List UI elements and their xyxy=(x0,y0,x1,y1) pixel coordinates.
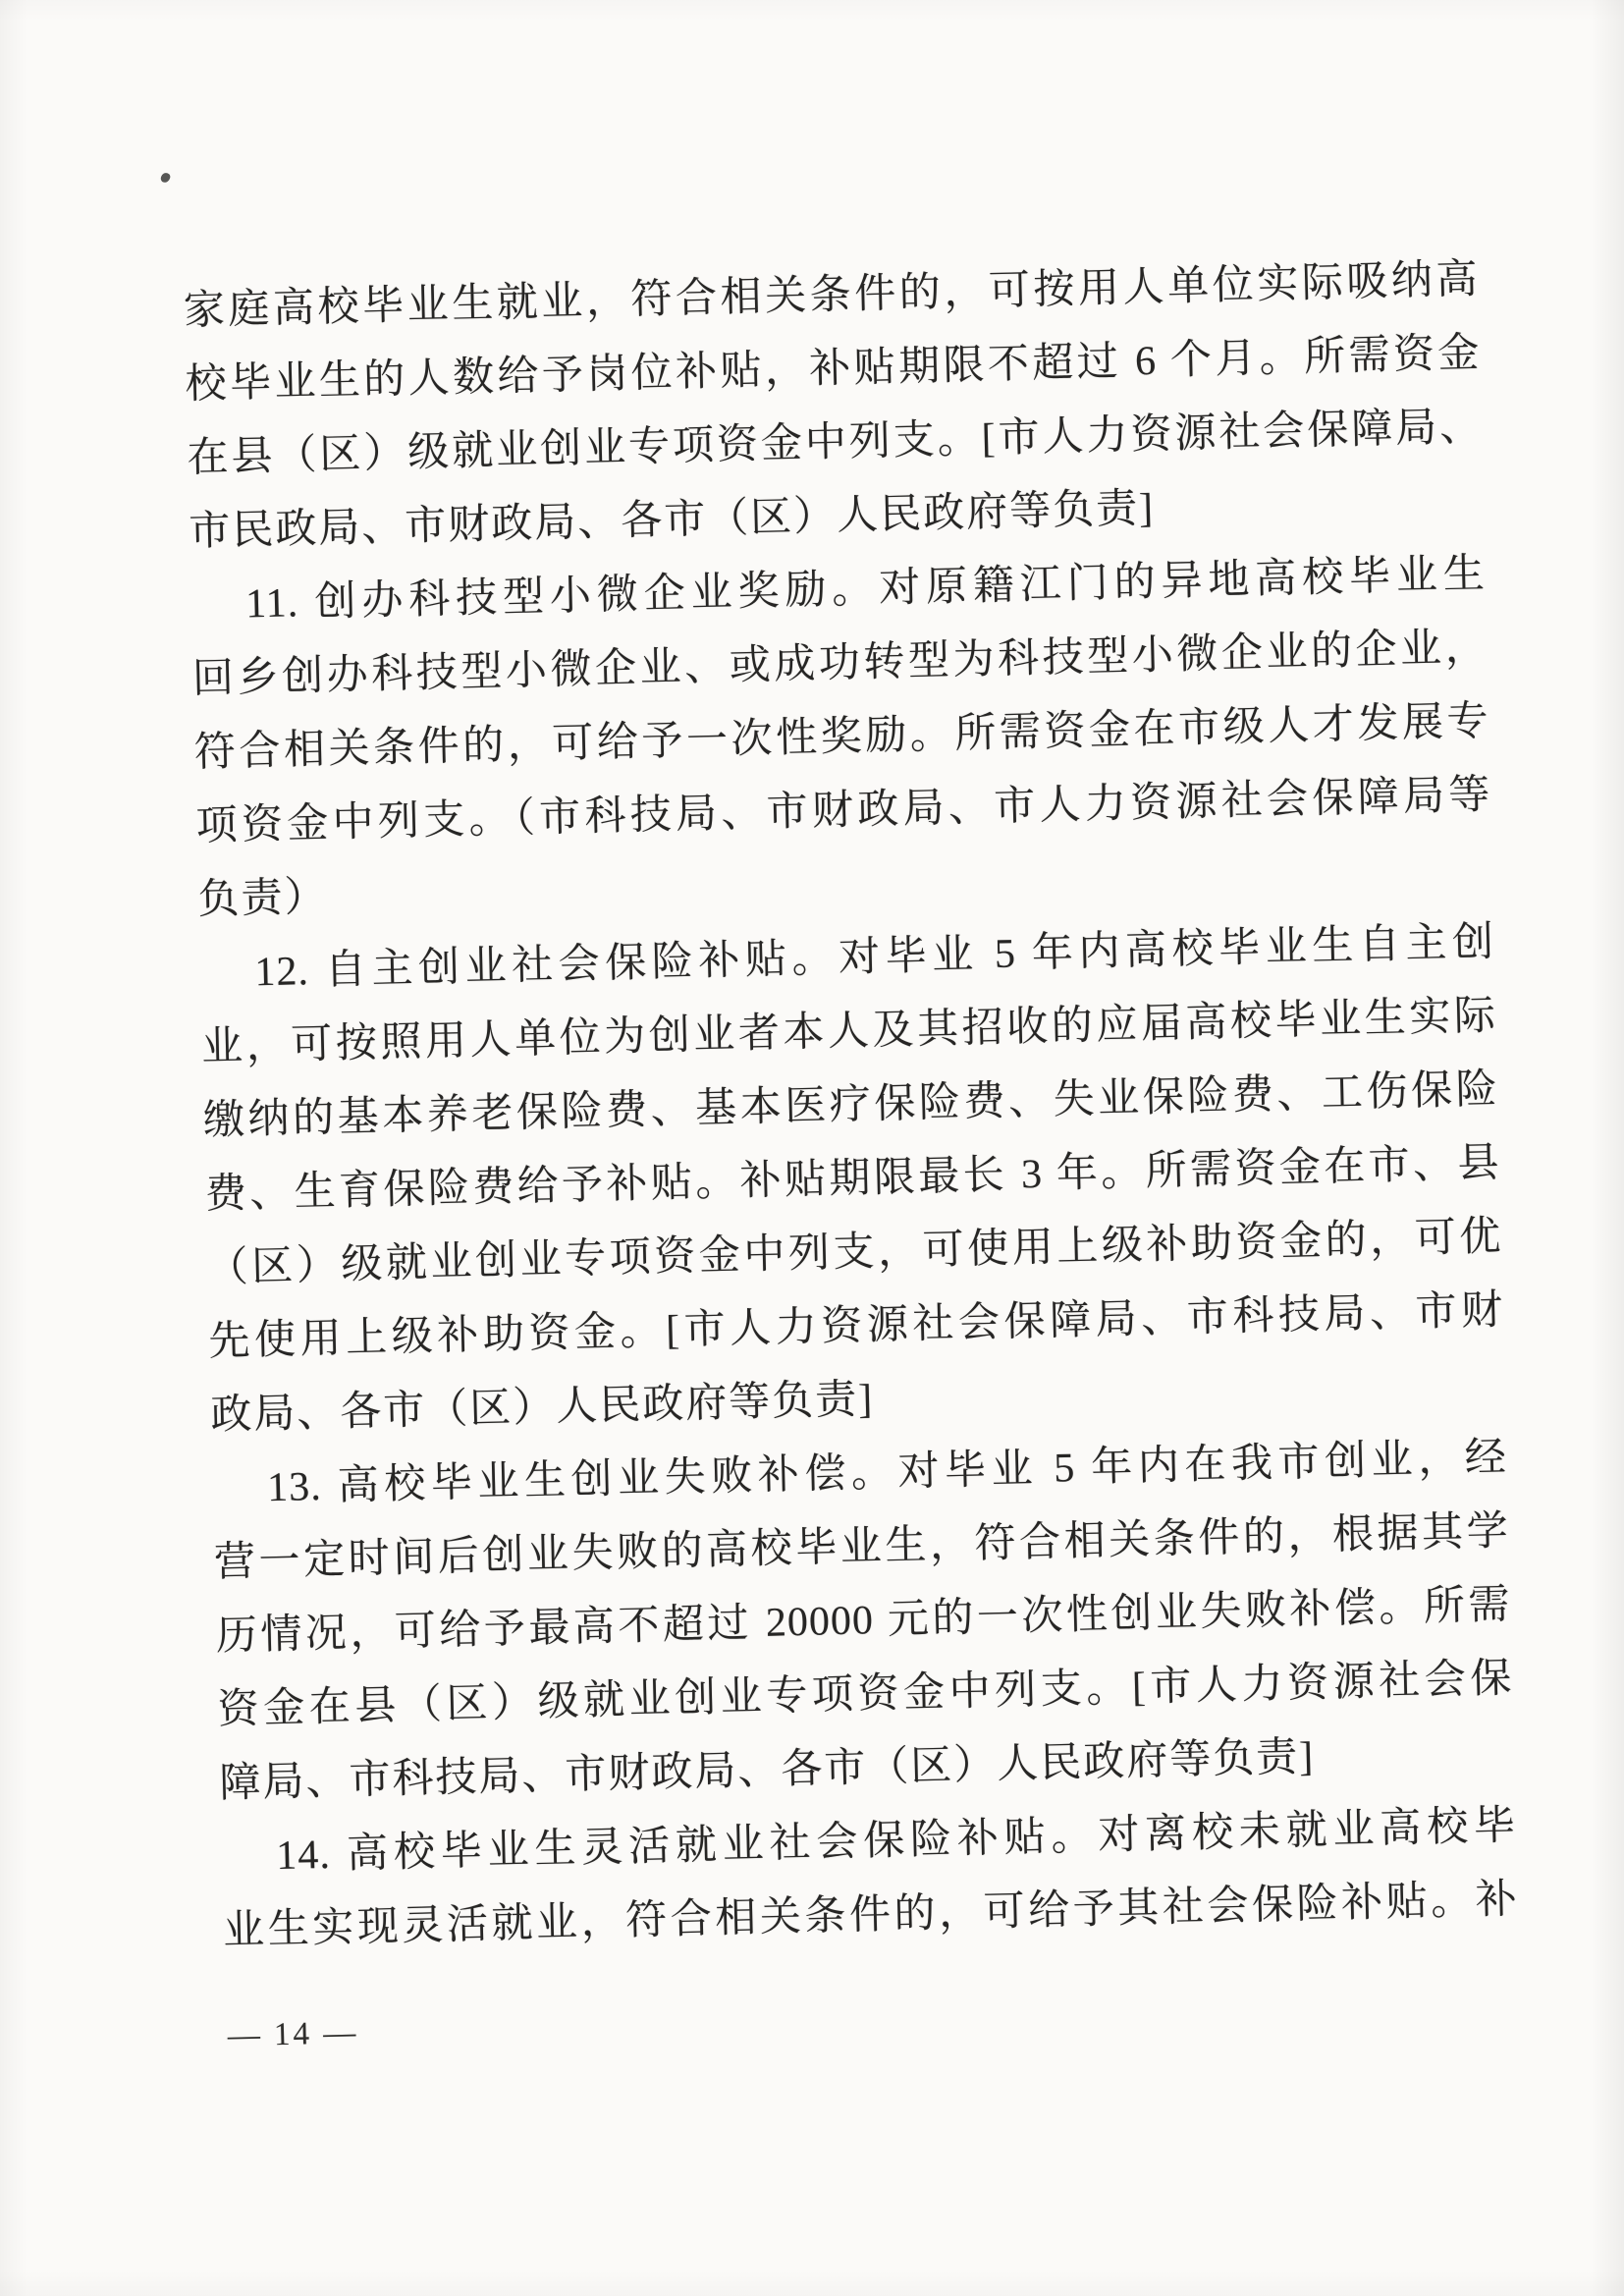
page-number: — 14 — xyxy=(227,2015,359,2054)
text-line: 12. 自主创业社会保险补贴。对毕业 5 年内高校毕业生自主创 xyxy=(253,919,1495,996)
text-line: 家庭高校毕业生就业，符合相关条件的，可按用人单位实际吸纳高 xyxy=(183,256,1480,334)
paragraph xyxy=(211,1421,1515,1821)
text-line: 缴纳的基本养老保险费、基本医疗保险费、失业保险费、工伤保险 xyxy=(202,1066,1499,1144)
text-line: 业生实现灵活就业，符合相关条件的，可给予其社会保险补贴。补 xyxy=(222,1877,1519,1954)
text-line: 业，可按照用人单位为创业者本人及其招收的应届高校毕业生实际 xyxy=(200,993,1497,1070)
text-line: 费、生育保险费给予补贴。补贴期限最长 3 年。所需资金在市、县 xyxy=(204,1140,1501,1218)
text-line: 在县（区）级就业创业专项资金中列支。[市人力资源社会保障局、 xyxy=(187,404,1483,481)
text-line: 市民政局、市财政局、各市（区）人民政府等负责] xyxy=(188,485,1156,555)
text-line: 校毕业生的人数给予岗位补贴，补贴期限不超过 6 个月。所需资金 xyxy=(185,330,1481,408)
text-line: 资金在县（区）级就业创业专项资金中列支。[市人力资源社会保 xyxy=(217,1656,1513,1733)
text-line: 负责） xyxy=(197,874,329,923)
text-line: 先使用上级补助资金。[市人力资源社会保障局、市科技局、市财 xyxy=(207,1287,1504,1365)
text-line: 历情况，可给予最高不超过 20000 元的一次性创业失败补偿。所需 xyxy=(215,1582,1512,1660)
text-line: （区）级就业创业专项资金中列支，可使用上级补助资金的，可优 xyxy=(206,1214,1502,1291)
paragraph xyxy=(183,244,1485,570)
text-line: 项资金中列支。（市科技局、市财政局、市人力资源社会保障局等 xyxy=(195,772,1491,849)
text-line: 回乡创办科技型小微企业、或成功转型为科技型小微企业的企业， xyxy=(191,625,1489,702)
text-line: 14. 高校毕业生灵活就业社会保险补贴。对离校未就业高校毕 xyxy=(275,1803,1517,1880)
text-line: 符合相关条件的，可给予一次性奖励。所需资金在市级人才发展专 xyxy=(193,698,1490,776)
text-line: 11. 创办科技型小微企业奖励。对原籍江门的异地高校毕业生 xyxy=(244,551,1487,628)
paragraph xyxy=(220,1789,1518,1968)
text-line: 13. 高校毕业生创业失败补偿。对毕业 5 年内在我市创业，经 xyxy=(266,1435,1508,1511)
text-line: 营一定时间后创业失败的高校毕业生，符合相关条件的，根据其学 xyxy=(213,1508,1510,1586)
paragraph xyxy=(198,906,1505,1453)
paragraph xyxy=(189,538,1493,938)
text-line: 障局、市科技局、市财政局、各市（区）人民政府等负责] xyxy=(218,1734,1316,1807)
scan-speck xyxy=(160,172,172,184)
text-line: 政局、各市（区）人民政府等负责] xyxy=(209,1377,875,1439)
document-body xyxy=(183,244,1521,2072)
